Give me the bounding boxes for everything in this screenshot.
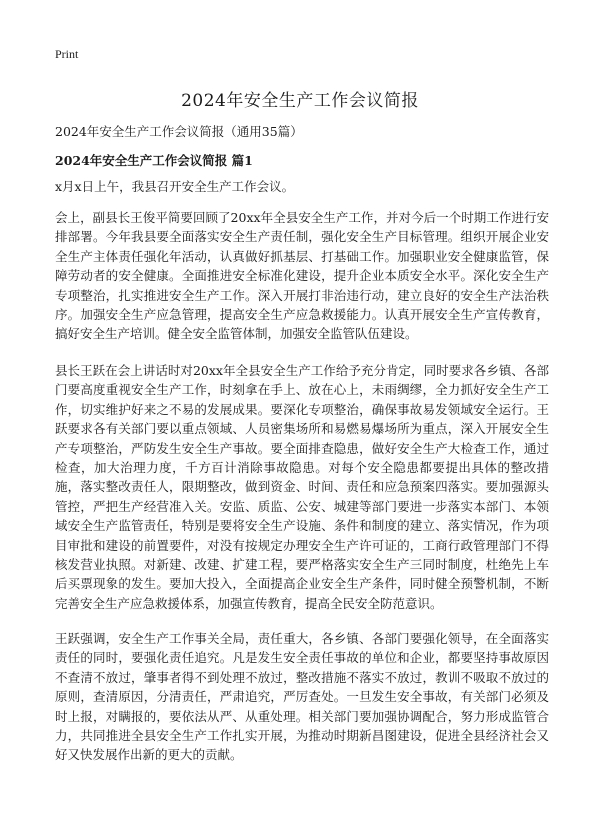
paragraph-4: 王跃强调，安全生产工作事关全局，责任重大，各乡镇、各部门要强化领导，在全面落实责任的同时，要强化责任追究。凡是发生安全责任事故的单位和企业，都要坚持事故原因不查清不放过，肇事者得不到处理不放过，整改措施不落实不放过，教训不吸取不放过的原则，查清原因，分清责任，严肃追究，严厉查处。一旦发生安全事故，有关部门必须及时上报，对瞒报的，要依法从严、从重处理。相关部门要加强协调配合，努力形成监管合力，共同推进全县安全生产工作扎实开展，为推动时期新昌图建设，促进全县经济社会又好又快发展作出新的更大的贡献。	[55, 631, 549, 763]
print-link[interactable]: Print	[55, 47, 79, 61]
page-title: 2024年安全生产工作会议简报	[181, 91, 419, 111]
paragraph-1: x月x日上午，我县召开安全生产工作会议。	[55, 179, 295, 194]
paragraph-2: 会上，副县长王俊平简要回顾了20xx年全县安全生产工作，并对今后一个时期工作进行安排部署。今年我县要全面落实安全生产责任制，强化安全生产目标管理。组织开展企业安全生产主体责任强化年活动，认真做好抓基层、打基础工作。加强职业安全健康监管，保障劳动者的安全健康。全面推进安全标准化建设，提升企业本质安全水平。深化安全生产专项整治，扎实推进安全生产工作。深入开展打非治违行动，建立良好的安全生产法治秩序。加强安全生产应急管理，提高安全生产应急救援能力。认真开展安全生产宣传教育，搞好安全生产培训。健全安全监管体制，加强安全监管队伍建设。	[55, 210, 549, 342]
paragraph-3: 县长王跃在会上讲话时对20xx年全县安全生产工作给予充分肯定，同时要求各乡镇、各部门要高度重视安全生产工作，时刻拿在手上、放在心上，未雨绸缪，全力抓好安全生产工作，切实维护好来之不易的发展成果。要深化专项整治，确保事故易发领域安全运行。王跃要求各有关部门要以重点领域、人员密集场所和易燃易爆场所为重点，深入开展安全生产专项整治，严防发生安全生产事故。要全面排查隐患，做好安全生产大检查工作，通过检查，加大治理力度，千方百计消除事故隐患。对每个安全隐患都要提出具体的整改措施，落实整改责任人，限期整改，做到资金、时间、责任和应急预案四落实。要加强源头管控，严把生产经营准入关。安监、质监、公安、城建等部门要进一步落实本部门、本领域安全生产监管责任，特别是要将安全生产设施、条件和制度的建立、落实情况，作为项目审批和建设的前置要件，对没有按规定办理安全生产许可证的，工商行政管理部门不得核发营业执照。对新建、改建、扩建工程，要严格落实安全生产三同时制度，杜绝先上车后买票现象的发生。要加大投入，全面提高企业安全生产条件，同时健全预警机制，不断完善安全生产应急救援体系，加强宣传教育，提高全民安全防范意识。	[55, 363, 549, 611]
document-subtitle: 2024年安全生产工作会议简报（通用35篇）	[55, 124, 303, 139]
section-heading: 2024年安全生产工作会议简报 篇1	[55, 153, 253, 168]
